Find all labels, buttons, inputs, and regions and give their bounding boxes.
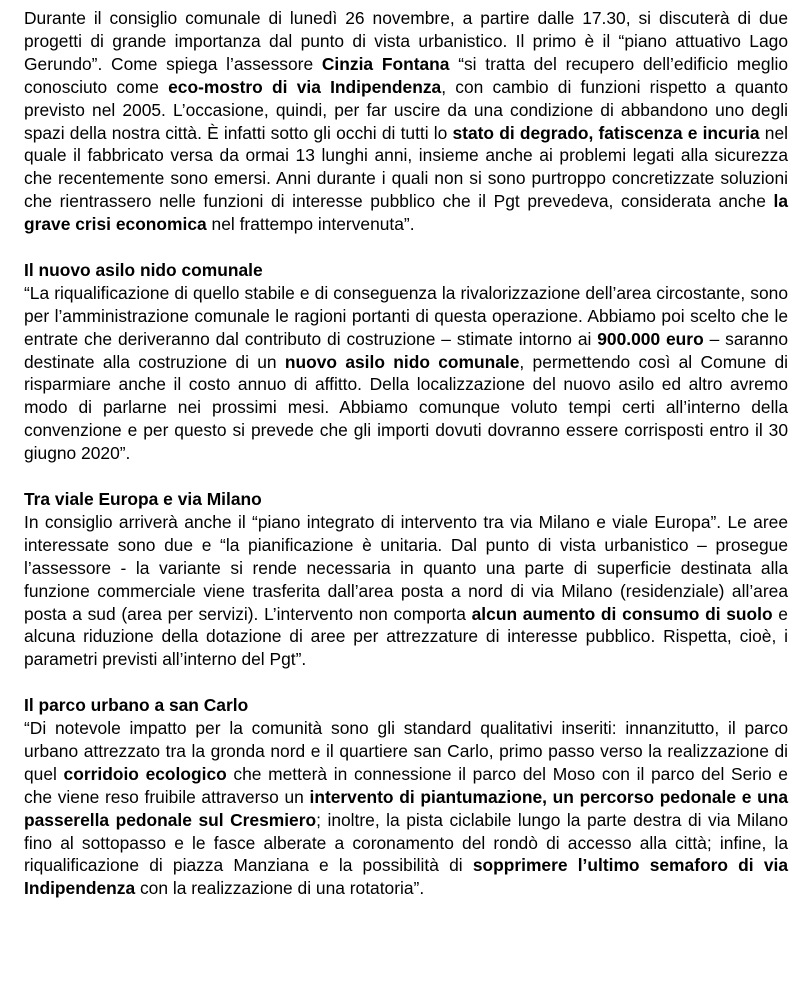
- text-run: nel quale il fabbricato versa da ormai 13 lunghi anni, insieme anche ai problemi legati alla sicurezza che recentemente sono emersi. Anni durante i quali non si sono purtroppo concretizzate soluzioni che rientrassero nelle funzioni di interesse pubblico che il Pgt prevedeva, considerata anche: [24, 122, 788, 212]
- bold-text: corridoio ecologico: [63, 763, 227, 784]
- section-heading: Il nuovo asilo nido comunale: [24, 259, 263, 280]
- intro-paragraph: [24, 7, 788, 236]
- text-run: In consiglio arriverà anche il “piano integrato di intervento tra via Milano e viale Europa”. Le aree interessate sono due e “la pianificazione è unitaria. Dal punto di vista urbanistico – prosegue l’assessore - la variante si rende necessaria in quanto una parte di superficie destinata alla funzione commerciale viene trasferita dall’area posta a nord di via Milano (residenziale) all’area posta a sud (area per servizi). L’intervento non comporta: [24, 511, 788, 624]
- bold-text: Cinzia Fontana: [321, 53, 450, 74]
- section-paragraph: [24, 282, 788, 465]
- bold-text: la grave crisi economica: [24, 191, 788, 235]
- text-run: “La riqualificazione di quello stabile e di conseguenza la rivalorizzazione dell’area circostante, sono per l’amministrazione comunale le ragioni portanti di questa operazione. Abbiamo poi scelto che le entrate che deriveranno dal contributo di costruzione – stimate intorno ai: [24, 282, 788, 349]
- article-section: [24, 488, 788, 671]
- bold-text: intervento di piantumazione, un percorso pedonale e una passerella pedonale sul Cresmiero: [24, 786, 788, 830]
- article-section: [24, 259, 788, 465]
- section-paragraph: [24, 511, 788, 671]
- text-run: , con cambio di funzioni rispetto a quanto previsto nel 2005. L’occasione, quindi, per far uscire da una condizione di abbandono uno degli spazi della nostra città. È infatti sotto gli occhi di tutti lo: [24, 76, 789, 143]
- text-run: che metterà in connessione il parco del Moso con il parco del Serio e che viene reso fruibile attraverso un: [24, 763, 788, 807]
- text-run: e alcuna riduzione della dotazione di aree per attrezzature di interesse pubblico. Rispetta, cioè, i parametri previsti all’interno del Pgt”.: [24, 603, 788, 670]
- text-run: con la realizzazione di una rotatoria”.: [135, 878, 425, 899]
- bold-text: 900.000 euro: [597, 328, 704, 349]
- section-heading: Tra viale Europa e via Milano: [24, 489, 262, 509]
- text-run: , permettendo così al Comune di risparmiare anche il costo annuo di affitto. Della localizzazione del nuovo asilo ed altro avremo modo di parlarne nei prossimi mesi. Abbiamo comunque voluto tempi certi all’interno della convenzione e per questo si prevede che gli importi dovuti dovranno essere corrisposti entro il 30 giugno 2020”.: [24, 351, 789, 464]
- bold-text: stato di degrado, fatiscenza e incuria: [452, 122, 760, 143]
- section-heading: Il parco urbano a san Carlo: [24, 695, 249, 716]
- text-run: “si tratta del recupero dell’edificio meglio conosciuto come: [24, 53, 788, 97]
- article: [24, 7, 788, 900]
- bold-text: nuovo asilo nido comunale: [284, 351, 520, 372]
- text-run: – saranno destinate alla costruzione di un: [24, 328, 788, 372]
- text-run: Durante il consiglio comunale di lunedì 26 novembre, a partire dalle 17.30, si discuterà di due progetti di grande importanza dal punto di vista urbanistico. Il primo è il “piano attuativo Lago Gerundo”. Come spiega l’assessore: [24, 8, 788, 74]
- bold-text: alcun aumento di consumo di suolo: [471, 603, 773, 624]
- text-run: “Di notevole impatto per la comunità sono gli standard qualitativi inseriti: innanzitutto, il parco urbano attrezzato tra la gronda nord e il quartiere san Carlo, primo passo verso la realizzazione di quel: [24, 718, 788, 784]
- article-section: [24, 694, 788, 900]
- bold-text: sopprimere l’ultimo semaforo di via Indipendenza: [24, 855, 788, 899]
- text-run: ; inoltre, la pista ciclabile lungo la parte destra di via Milano fino al sottopasso e le fasce alberate a coronamento del rondò di accesso alla città; infine, la riqualificazione di piazza Manziana e la possibilità di: [24, 809, 788, 876]
- section-paragraph: [24, 717, 788, 900]
- text-run: nel frattempo intervenuta”.: [206, 214, 415, 235]
- article-sections: [24, 259, 788, 900]
- bold-text: eco-mostro di via Indipendenza: [168, 76, 442, 97]
